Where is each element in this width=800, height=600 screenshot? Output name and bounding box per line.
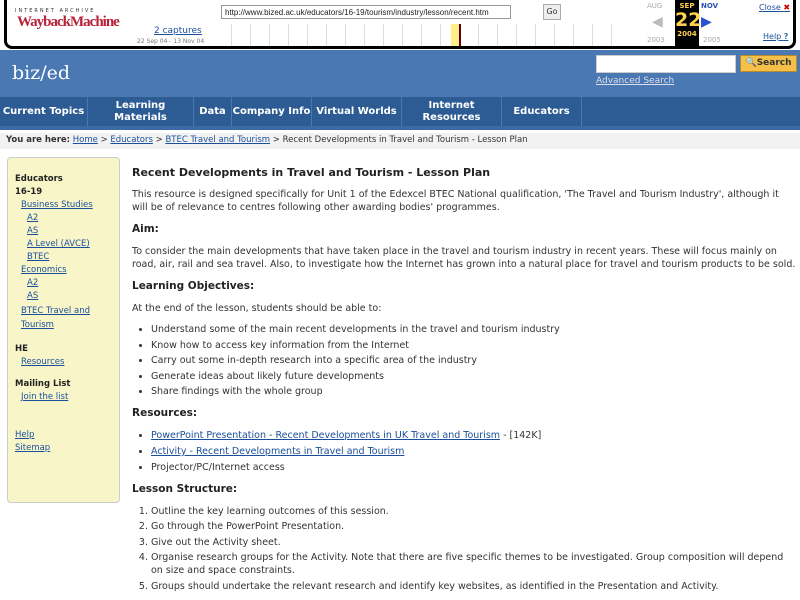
list-item: • Generate ideas about likely future developments (151, 370, 797, 383)
list-item: 5. Groups should undertake the relevant research and identify key websites, as identified in the Presentation and Activity. (151, 580, 797, 593)
main-nav (0, 97, 800, 130)
breadcrumb (0, 133, 800, 149)
main-content (132, 166, 797, 596)
wayback-logo[interactable]: WaybackMachine (17, 14, 119, 30)
close-link[interactable] (759, 3, 790, 12)
nav-learning-materials[interactable]: Learning Materials (88, 97, 194, 126)
list-item: • Share findings with the whole group (151, 385, 797, 398)
list-item: 1. Outline the key learning outcomes of this session. (151, 505, 797, 518)
sidebar-join-list[interactable]: Join the list (21, 392, 69, 402)
current-date (675, 0, 702, 46)
close-label: Close (759, 3, 781, 12)
capture-range: 22 Sep 04 - 13 Nov 04 (137, 38, 205, 45)
breadcrumb-sep: > (155, 135, 163, 145)
advanced-search-link[interactable]: Advanced Search (596, 76, 675, 86)
nav-current-topics[interactable]: Current Topics (0, 97, 88, 126)
resources-heading: Resources: (132, 407, 198, 420)
objectives-list (151, 323, 797, 398)
help-icon: ? (783, 32, 789, 41)
breadcrumb-label: You are here: (6, 135, 71, 145)
sidebar-economics[interactable]: Economics (21, 265, 67, 275)
sidebar-sitemap[interactable]: Sitemap (15, 443, 51, 453)
help-link[interactable] (763, 32, 788, 41)
search-icon: 🔍 (745, 58, 757, 68)
sidebar-bs-as[interactable]: AS (27, 226, 39, 236)
sidebar-bs-btec[interactable]: BTEC (27, 252, 50, 262)
wayback-toolbar (4, 0, 796, 49)
list-item (151, 429, 797, 442)
structure-list (151, 505, 797, 593)
sidebar-heading-mailing: Mailing List (15, 379, 71, 389)
activity-link[interactable]: Activity - Recent Developments in Travel and Tourism (151, 445, 405, 457)
next-year: 2005 (703, 36, 721, 44)
help-label: Help (763, 32, 782, 41)
list-item: • Carry out some in-depth research into a specific area of the industry (151, 354, 797, 367)
aim-text: To consider the main developments that have taken place in the travel and tourism industry in recent years. These will focus mainly on road, air, rail and sea travel. Also, to investigate how the Internet has grown into a natural place for travel and tourism products to be sold. (132, 246, 796, 270)
timeline-capture-mark[interactable] (459, 24, 461, 46)
breadcrumb-sep: > (100, 135, 108, 145)
nav-internet-resources[interactable]: Internet Resources (402, 97, 502, 126)
sidebar (7, 157, 120, 503)
file-size: - [142K] (500, 430, 542, 442)
breadcrumb-btec[interactable]: BTEC Travel and Tourism (165, 135, 271, 145)
wayback-logo-top: INTERNET ARCHIVE (15, 8, 96, 14)
sidebar-business-studies[interactable]: Business Studies (21, 200, 93, 210)
objectives-heading: Learning Objectives: (132, 280, 255, 292)
page-title: Recent Developments in Travel and Tourism - Lesson Plan (132, 166, 491, 179)
sidebar-bs-a2[interactable]: A2 (27, 213, 39, 223)
list-item: 2. Go through the PowerPoint Presentation. (151, 520, 797, 533)
next-month[interactable]: NOV (701, 2, 719, 10)
captures-link[interactable]: 2 captures (154, 26, 202, 36)
prev-arrow-icon[interactable]: ◀ (652, 14, 663, 30)
list-item (151, 445, 797, 458)
prev-year: 2003 (647, 36, 665, 44)
breadcrumb-educators[interactable]: Educators (110, 135, 153, 145)
current-day: 22 (675, 9, 702, 31)
list-item: 4. Organise research groups for the Activity. Note that there are five specific themes to be investigated. Group composition will depend on size and space constraints. (151, 551, 797, 577)
sidebar-heading-he: HE (15, 344, 28, 354)
next-arrow-icon[interactable]: ▶ (701, 14, 712, 30)
sidebar-heading-educators: Educators (15, 174, 63, 184)
sidebar-help[interactable]: Help (15, 430, 35, 440)
timeline[interactable] (213, 24, 623, 46)
nav-educators[interactable]: Educators (502, 97, 582, 126)
sidebar-bs-alevel[interactable]: A Level (AVCE) (27, 239, 90, 249)
breadcrumb-home[interactable]: Home (72, 135, 98, 145)
current-year: 2004 (677, 30, 697, 38)
list-item: • Know how to access key information from the Internet (151, 339, 797, 352)
aim-heading: Aim: (132, 223, 159, 235)
search-input[interactable] (596, 55, 736, 73)
nav-data[interactable]: Data (194, 97, 232, 126)
sidebar-btec-travel[interactable]: BTEC Travel and Tourism (21, 306, 90, 330)
sidebar-heading-16-19: 16-19 (15, 187, 43, 197)
close-icon: ✖ (783, 3, 791, 12)
search-button[interactable] (740, 55, 797, 72)
bized-logo[interactable]: biz/ed (12, 62, 71, 84)
resources-list (151, 429, 797, 473)
list-item: • Projector/PC/Internet access (151, 461, 797, 474)
list-item: • Understand some of the main recent developments in the travel and tourism industry (151, 323, 797, 336)
breadcrumb-current: Recent Developments in Travel and Tourism - Lesson Plan (282, 135, 528, 145)
sidebar-ec-a2[interactable]: A2 (27, 278, 39, 288)
structure-heading: Lesson Structure: (132, 482, 238, 495)
list-item: 3. Give out the Activity sheet. (151, 536, 797, 549)
current-month: SEP (679, 2, 695, 10)
powerpoint-link[interactable]: PowerPoint Presentation - Recent Developments in UK Travel and Tourism (151, 430, 501, 442)
search-button-label: Search (756, 58, 792, 68)
objectives-intro: At the end of the lesson, students should be able to: (132, 303, 382, 314)
breadcrumb-sep: > (272, 135, 280, 145)
intro-text: This resource is designed specifically for Unit 1 of the Edexcel BTEC National qualification, 'The Travel and Tourism Industry', although it will be of relevance to centres following other awarding bodies' programmes. (132, 189, 779, 213)
wayback-url-input[interactable] (221, 5, 511, 19)
timeline-highlight (451, 24, 459, 46)
go-button[interactable]: Go (543, 4, 561, 20)
sidebar-resources[interactable]: Resources (21, 357, 65, 367)
sidebar-ec-as[interactable]: AS (27, 291, 39, 301)
nav-company-info[interactable]: Company Info (232, 97, 312, 126)
nav-virtual-worlds[interactable]: Virtual Worlds (312, 97, 402, 126)
prev-month[interactable]: AUG (647, 2, 663, 10)
